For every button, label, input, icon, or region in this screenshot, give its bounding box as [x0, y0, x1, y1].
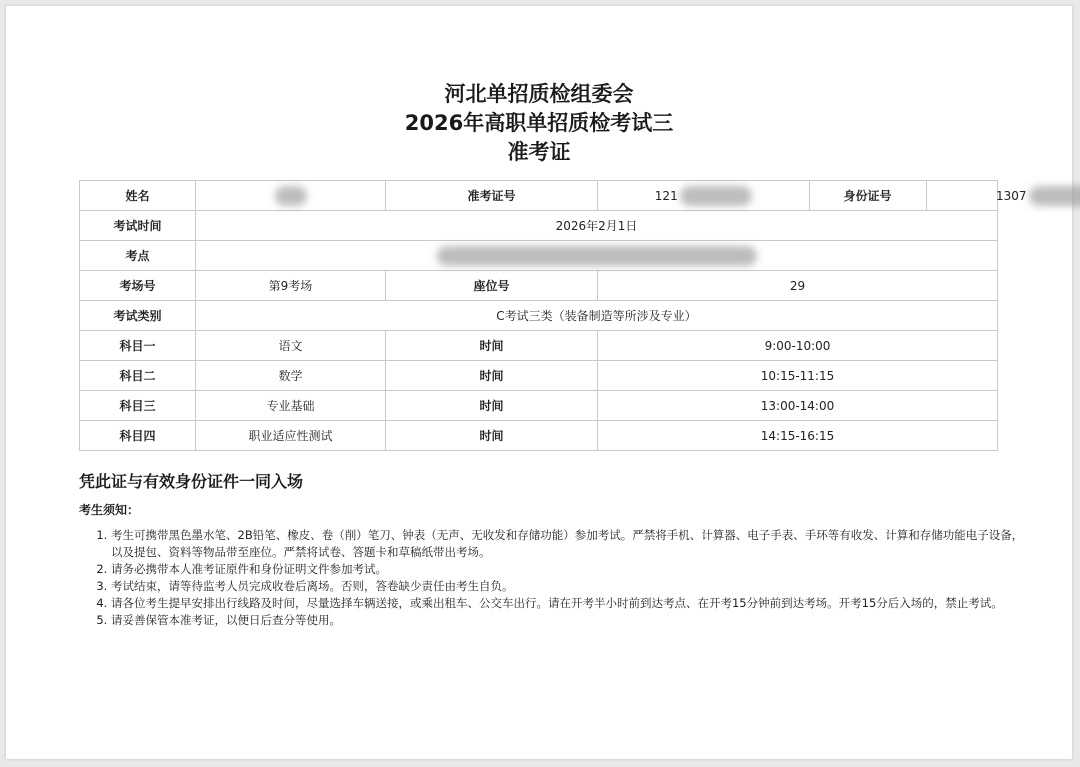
subject-name: 数学: [196, 361, 386, 391]
venue-label: 考点: [80, 241, 196, 271]
subject-time: 13:00-14:00: [598, 391, 998, 421]
redaction-blur: [680, 186, 752, 206]
ticket-id-cell: [598, 181, 1027, 211]
list-item: 3. 考试结束，请等待监考人员完成收卷后离场。否则，答卷缺少责任由考生自负。: [111, 578, 1029, 595]
id-number-visible-part: 1307: [995, 188, 1027, 203]
admission-ticket-page: [6, 6, 1072, 759]
admission-info-table: [79, 180, 1027, 451]
table-row: [80, 391, 998, 421]
ticket-number-value: [598, 181, 809, 210]
table-row-venue: [80, 241, 998, 271]
category-value: C考试三类（装备制造等所涉及专业）: [196, 301, 998, 331]
ticket-number-label: 准考证号: [386, 181, 598, 211]
subject-time-label: 时间: [386, 421, 598, 451]
ticket-id-subtable: [598, 181, 1080, 210]
document-header: [6, 80, 1072, 167]
table-row: [80, 361, 998, 391]
subject-time: 10:15-11:15: [598, 361, 998, 391]
list-item: 4. 请各位考生提早安排出行线路及时间，尽量选择车辆送接，或乘出租车、公交车出行。请在开考半小时前到达考点、在开考15分钟前到达考场。开考15分后入场的，禁止考试。: [111, 595, 1029, 612]
subject-time-label: 时间: [386, 331, 598, 361]
room-value: 第9考场: [196, 271, 386, 301]
entry-notice: 凭此证与有效身份证件一同入场: [79, 472, 304, 491]
subject-label: 科目四: [80, 421, 196, 451]
rules-list: [79, 527, 1029, 629]
subject-name: 职业适应性测试: [196, 421, 386, 451]
subject-name: 语文: [196, 331, 386, 361]
table-row-identity: [80, 181, 998, 211]
id-number-label: 身份证号: [809, 181, 926, 210]
room-label: 考场号: [80, 271, 196, 301]
name-value-redacted: [196, 181, 386, 211]
rules-title: 考生须知：: [79, 503, 140, 517]
seat-value: 29: [598, 271, 998, 301]
table-row: [80, 331, 998, 361]
venue-value-redacted: [196, 241, 998, 271]
subject-label: 科目三: [80, 391, 196, 421]
exam-title: 2026年高职单招质检考试三: [404, 111, 674, 135]
redaction-blur: [1029, 186, 1080, 206]
seat-label: 座位号: [386, 271, 598, 301]
subject-time-label: 时间: [386, 361, 598, 391]
list-item: 1. 考生可携带黑色墨水笔、2B铅笔、橡皮、卷（削）笔刀、钟表（无声、无收发和存储功能）参加考试。严禁将手机、计算器、电子手表、手环等有收发、计算和存储功能电子设备，以及提包、资料等物品带至座位。严禁将试卷、答题卡和草稿纸带出考场。: [111, 527, 1029, 561]
id-number-value: [926, 181, 1080, 210]
subject-label: 科目二: [80, 361, 196, 391]
table-row: [80, 421, 998, 451]
name-label: 姓名: [80, 181, 196, 211]
category-label: 考试类别: [80, 301, 196, 331]
table-row-category: [80, 301, 998, 331]
subject-name: 专业基础: [196, 391, 386, 421]
redaction-blur: [437, 246, 757, 266]
exam-date-value: 2026年2月1日: [196, 211, 998, 241]
organizer-title: 河北单招质检组委会: [444, 82, 634, 106]
table-row-room-seat: [80, 271, 998, 301]
subject-time: 9:00-10:00: [598, 331, 998, 361]
list-item: 2. 请务必携带本人准考证原件和身份证明文件参加考试。: [111, 561, 1029, 578]
subject-time: 14:15-16:15: [598, 421, 998, 451]
document-type-title: 准考证: [507, 140, 571, 164]
subject-label: 科目一: [80, 331, 196, 361]
subject-time-label: 时间: [386, 391, 598, 421]
list-item: 5. 请妥善保管本准考证，以便日后查分等使用。: [111, 612, 1029, 629]
ticket-number-visible-part: 121: [654, 188, 678, 203]
redaction-blur: [275, 186, 307, 206]
table-row-exam-time: [80, 211, 998, 241]
exam-time-label: 考试时间: [80, 211, 196, 241]
